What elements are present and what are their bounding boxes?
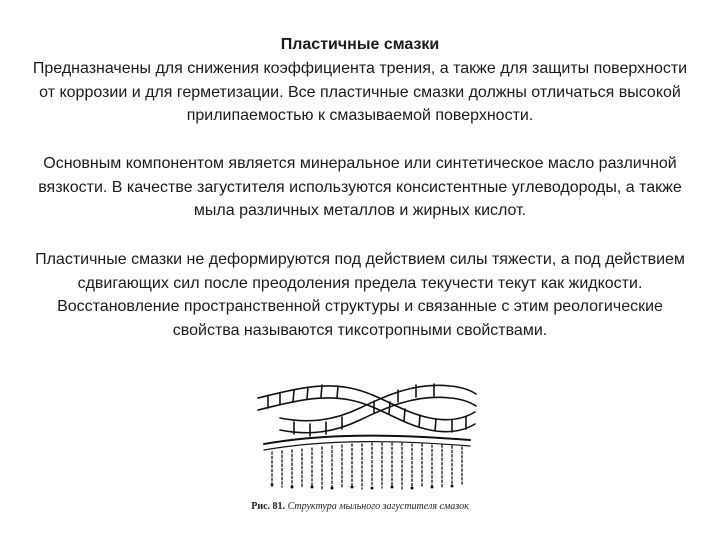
upper-fiber-ribbons: [258, 384, 476, 436]
paragraph-thixotropy: Пластичные смазки не деформируются под действием силы тяжести, а под действием сдвигающих сил после преодоления предела текучести текут как жидкости. Восстановление пространственной структуры и связанные с этим реологические свойства называются тиксотропными свойствами.: [35, 251, 685, 339]
slide-title: Пластичные смазки: [280, 36, 440, 53]
figure-caption-text: Структура мыльного загустителя смазок: [287, 501, 469, 512]
figure-caption: [0, 500, 720, 514]
lower-soap-layer: [264, 436, 470, 450]
figure-number: Рис. 81.: [251, 501, 286, 512]
paragraph-purpose: Предназначены для снижения коэффициента трения, а также для защиты поверхности от коррозии и для герметизации. Все пластичные смазки должны отличаться высокой прилипаемостью к смазываемой поверхности.: [32, 60, 688, 124]
paragraph-composition: Основным компонентом является минеральное или синтетическое масло различной вязкости. В качестве загустителя используются консистентные углеводороды, а также мыла различных металлов и жирных кислот.: [38, 155, 682, 219]
thickener-structure-illustration: [250, 372, 480, 502]
hanging-molecule-chains: [272, 443, 462, 489]
